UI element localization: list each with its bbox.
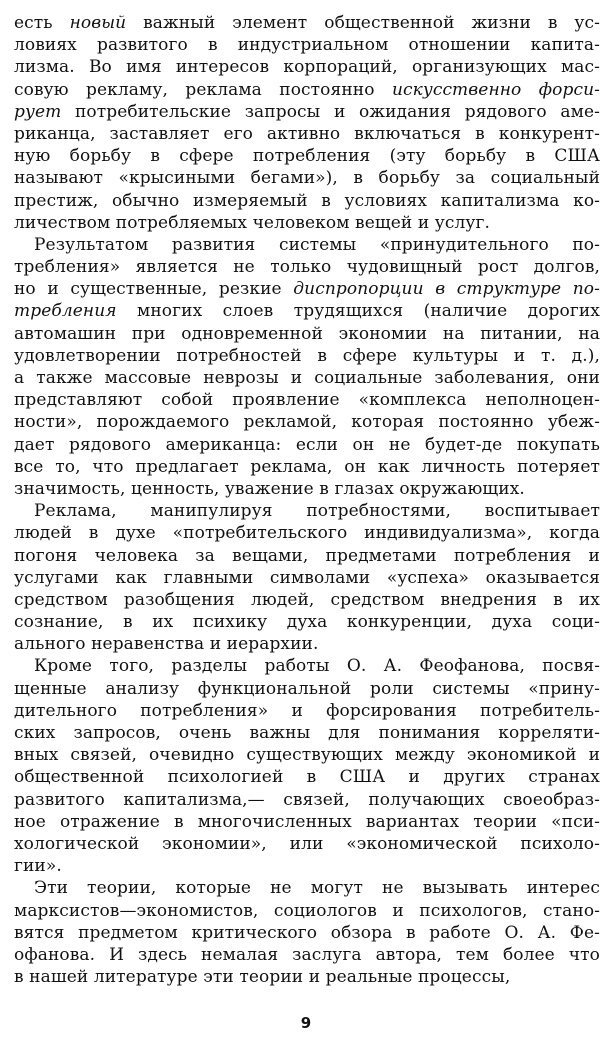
text-line [14,456,600,478]
paragraph [14,500,600,655]
text-run: а также массовые неврозы и социальные заболевания, они [14,368,600,388]
text-line [14,811,600,833]
text-line [14,323,600,345]
text-run: представляют собой проявление «комплекса неполноцен- [14,390,600,411]
text-line [14,256,600,278]
text-line [14,855,600,877]
text-line [14,34,600,56]
text-run: вных связей, очевидно существующих между экономикой и [14,745,600,766]
paragraph [14,655,600,877]
text-run: ную борьбу в сфере потребления (эту борьбу в США [14,146,600,167]
text-line [14,633,600,655]
text-run: требления» является не только чудовищный рост долгов, [14,257,600,278]
page-number: 9 [300,1014,312,1032]
text-line [14,389,600,411]
text-run: вятся предметом критического обзора в работе О. А. Фе- [14,922,600,943]
text-run: ности», порождаемого рекламой, которая постоянно убеж- [14,412,600,433]
text-line [14,300,600,322]
text-line [14,411,600,433]
text-line [14,190,600,212]
text-run: дительного потребления» и форсирования потребитель- [14,700,600,721]
italic-text: требления [14,301,117,322]
text-run: общественной психологией в США и других странах [14,767,600,788]
text-column [14,12,600,988]
text-run: офанова. И здесь немалая заслуга автора, тем более что [14,944,600,965]
text-line [14,966,600,988]
text-run: погоня человека за вещами, предметами потребления и [14,545,600,566]
text-run: дает рядового американца: если он не будет-де покупать [14,434,600,455]
text-run: гии». [14,856,62,877]
text-line [14,722,600,744]
text-line [14,833,600,855]
text-line [14,678,600,700]
italic-text: новый [69,13,127,33]
text-run: средством разобщения людей, средством внедрения в их [14,589,600,610]
text-line [14,478,600,500]
text-line [14,611,600,633]
text-line [14,167,600,189]
text-line [14,367,600,389]
text-run: ное отражение в многочисленных вариантах теории «пси- [14,811,600,832]
text-run: сознание, в их психику духа конкуренции, духа соци- [14,612,600,633]
text-line [14,79,600,101]
text-line [14,789,600,811]
text-run: значимость, ценность, уважение в глазах окружающих. [14,478,525,499]
text-line [14,922,600,944]
italic-text: диспропорции в структуре по- [293,279,600,300]
text-run: многих слоев трудящихся (наличие дорогих [116,301,600,322]
text-line [14,56,600,78]
text-run: называют «крысиными бегами»), в борьбу за социальный [14,168,600,189]
text-line [14,744,600,766]
text-run: Реклама, манипулируя потребностями, воспитывает [34,501,600,522]
text-line [14,123,600,145]
text-run: риканца, заставляет его активно включаться в конкурент- [14,123,600,144]
paragraph [14,877,600,988]
text-line [14,345,600,367]
text-line [14,655,600,677]
text-run: в нашей литературе эти теории и реальные процессы, [14,967,511,988]
text-run: развитого капитализма,— связей, получающих своеобраз- [14,789,600,810]
text-run: личеством потребляемых человеком вещей и услуг. [14,212,491,233]
text-run: услугами как главными символами «успеха» оказывается [14,567,600,588]
text-run: удовлетворении потребностей в сфере культуры и т. д.), [14,345,600,366]
text-run: но и существенные, резкие [14,279,294,300]
text-run: людей в духе «потребительского индивидуализма», когда [14,523,600,544]
text-line [14,101,600,123]
text-line [14,234,600,256]
text-line [14,589,600,611]
text-run: потребительские запросы и ожидания рядового аме- [61,101,600,122]
text-run: Эти теории, которые не могут не вызывать интерес [34,878,600,899]
text-run: ловиях развитого в индустриальном отношении капита- [14,35,600,56]
text-run: престиж, обычно измеряемый в условиях капитализма ко- [14,190,600,211]
page-body [14,12,600,988]
text-run: Результатом развития системы «принудительного по- [34,234,600,255]
text-run: автомашин при одновременной экономии на питании, на [14,323,600,344]
text-run: лизма. Во имя интересов корпораций, организующих мас- [14,57,600,78]
text-line [14,522,600,544]
text-line [14,545,600,567]
italic-text: искусственно форси- [391,79,600,100]
text-line [14,877,600,899]
text-line [14,145,600,167]
text-line [14,567,600,589]
text-line [14,12,600,34]
text-line [14,434,600,456]
text-line [14,700,600,722]
text-run: совую рекламу, реклама постоянно [14,79,392,100]
text-line [14,900,600,922]
text-line [14,766,600,788]
text-run: ального неравенства и иерархии. [14,634,319,655]
text-run: ских запросов, очень важны для понимания корреляти- [14,723,600,743]
text-run: Кроме того, разделы работы О. А. Феофанова, посвя- [34,656,600,677]
text-run: важный элемент общественной жизни в ус- [126,13,600,33]
text-run: есть [14,13,70,33]
text-line [14,278,600,300]
text-line [14,944,600,966]
text-run: все то, что предлагает реклама, он как личность потеряет [14,456,600,477]
text-run: хологической экономии», или «экономической психоло- [14,833,600,854]
paragraph [14,234,600,500]
text-run: марксистов—экономистов, социологов и психологов, стано- [14,900,600,921]
text-line [14,500,600,522]
text-run: щенные анализу функциональной роли системы «прину- [14,678,600,699]
italic-text: рует [14,101,62,122]
text-line [14,212,600,234]
paragraph [14,12,600,234]
